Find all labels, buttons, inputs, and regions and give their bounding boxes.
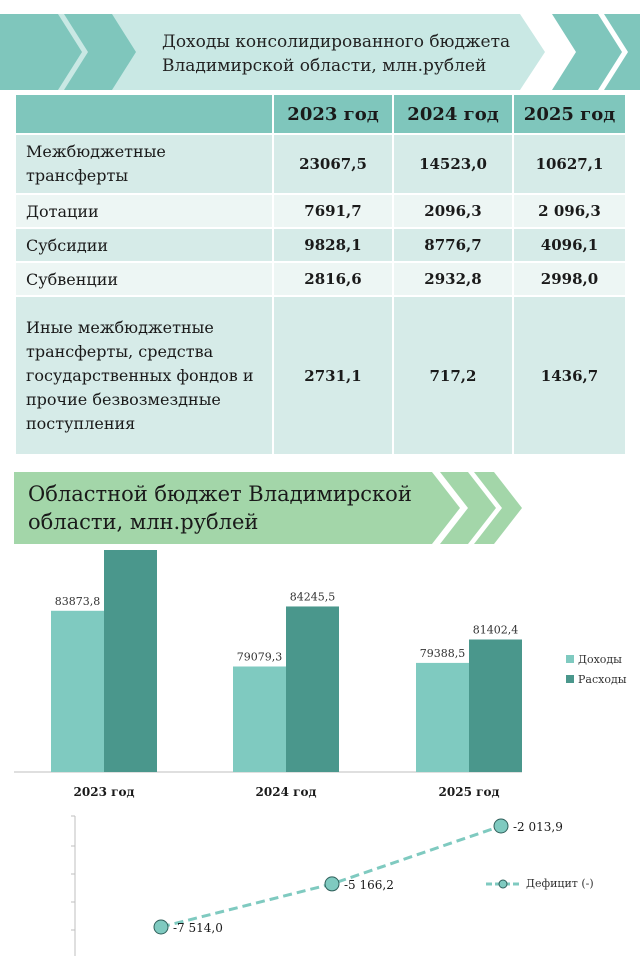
- cell-value: 14523,0: [393, 134, 513, 194]
- deficit-value-label: -7 514,0: [173, 921, 223, 935]
- x-tick-label: 2025 год: [438, 785, 500, 799]
- bar-value-label: 83873,8: [54, 594, 101, 608]
- cell-value: 8776,7: [393, 228, 513, 262]
- header-title-line1: Доходы консолидированного бюджета: [162, 32, 511, 52]
- row-label: Иные межбюджетные трансферты, средства государственных фондов и прочие безвозмездные поступления: [16, 296, 273, 454]
- cell-value: 9828,1: [273, 228, 393, 262]
- cell-value: 2096,3: [393, 194, 513, 228]
- row-label: Субсидии: [16, 228, 273, 262]
- table-row: [16, 228, 625, 262]
- legend-label-income: Доходы: [578, 652, 622, 666]
- table-row: [16, 194, 625, 228]
- bar-legend: [566, 649, 640, 689]
- bar-expense: [469, 640, 522, 772]
- cell-value: 4096,1: [513, 228, 625, 262]
- bar-value-label: 79388,5: [419, 646, 466, 660]
- x-tick-label: 2024 год: [255, 785, 317, 799]
- bar-income: [51, 611, 104, 772]
- cell-value: 7691,7: [273, 194, 393, 228]
- cell-value: 717,2: [393, 296, 513, 454]
- bar-expense: [286, 606, 339, 772]
- row-label: Дотации: [16, 194, 273, 228]
- legend-swatch-expense: [566, 675, 574, 683]
- table-header-2025: 2025 год: [513, 95, 625, 134]
- legend-item-expense: [566, 669, 640, 689]
- row-label: Субвенции: [16, 262, 273, 296]
- cell-value: 1436,7: [513, 296, 625, 454]
- bar-expense: [104, 550, 157, 772]
- legend-label-expense: Расходы: [578, 672, 627, 686]
- row-label: Межбюджетные трансферты: [16, 134, 273, 194]
- cell-value: 2932,8: [393, 262, 513, 296]
- legend-label-deficit: Дефицит (-): [526, 877, 594, 890]
- table-row: [16, 262, 625, 296]
- bar-income: [233, 666, 286, 772]
- cell-value: 2731,1: [273, 296, 393, 454]
- x-tick-label: 2023 год: [73, 785, 135, 799]
- deficit-point: [154, 920, 168, 934]
- cell-value: 2 096,3: [513, 194, 625, 228]
- deficit-value-label: -2 013,9: [513, 820, 563, 834]
- cell-value: 2816,6: [273, 262, 393, 296]
- table-row: [16, 134, 625, 194]
- table-header-row: [16, 95, 625, 134]
- cell-value: 23067,5: [273, 134, 393, 194]
- cell-value: 2998,0: [513, 262, 625, 296]
- table-header-2023: 2023 год: [273, 95, 393, 134]
- transfers-table: [16, 95, 625, 454]
- cell-value: 10627,1: [513, 134, 625, 194]
- bar-value-label: 84245,5: [289, 590, 336, 604]
- bar-value-label: 81402,4: [472, 623, 519, 637]
- legend-item-income: [566, 649, 640, 669]
- header-title-line2: Владимирской области, млн.рублей: [162, 56, 487, 76]
- section-title-line2: области, млн.рублей: [28, 510, 259, 534]
- legend-swatch-income: [566, 655, 574, 663]
- header-title: [162, 30, 562, 78]
- legend-line-icon: [486, 878, 520, 890]
- deficit-value-label: -5 166,2: [344, 877, 394, 892]
- line-legend: [486, 877, 636, 890]
- table-header-blank: [16, 95, 273, 134]
- budget-bar-chart: [0, 550, 640, 800]
- section-title-line1: Областной бюджет Владимирской: [28, 482, 412, 506]
- bar-income: [416, 663, 469, 772]
- deficit-point: [494, 819, 508, 833]
- bar-value-label: 79079,3: [236, 650, 283, 664]
- deficit-point: [325, 877, 339, 891]
- table-header-2024: 2024 год: [393, 95, 513, 134]
- table-row: [16, 296, 625, 454]
- section-title: [28, 480, 448, 536]
